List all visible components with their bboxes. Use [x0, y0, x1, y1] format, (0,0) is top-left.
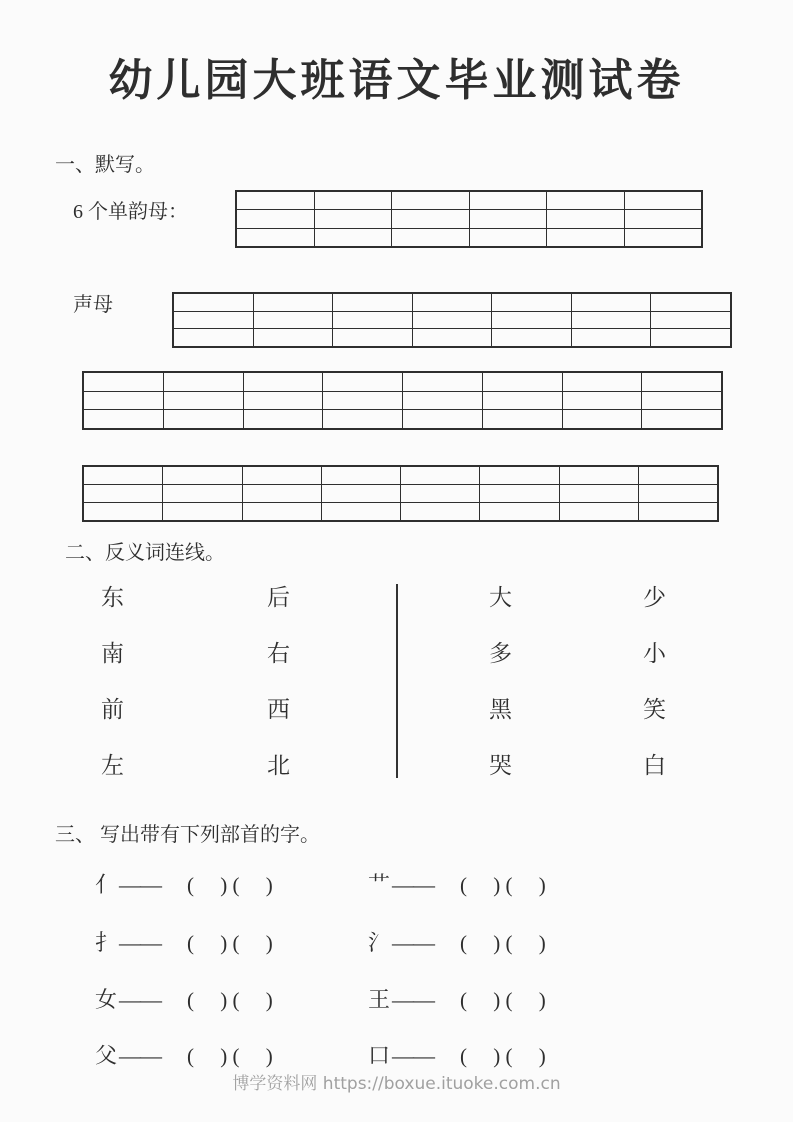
table-cell — [254, 329, 333, 346]
table-cell — [639, 503, 717, 520]
table-cell — [315, 192, 392, 209]
radical-dash: —— — [392, 872, 435, 897]
extra-writing-grid-1 — [82, 371, 723, 430]
radical-exercise — [368, 1039, 546, 1070]
table-cell — [625, 229, 702, 246]
antonym-left-matches — [267, 586, 290, 777]
answer-parens: ( ) ( ) — [460, 931, 546, 955]
table-cell — [333, 329, 412, 346]
table-cell — [480, 485, 558, 502]
section3-heading: 三、 写出带有下列部首的字。 — [55, 824, 320, 846]
table-cell — [333, 312, 412, 329]
table-cell — [572, 312, 651, 329]
table-cell — [237, 192, 314, 209]
table-cell — [244, 392, 323, 410]
radical-dash: —— — [119, 1043, 162, 1068]
answer-parens: ( ) ( ) — [460, 1044, 546, 1068]
table-cell — [413, 329, 492, 346]
table-cell — [642, 392, 721, 410]
table-cell — [164, 410, 243, 428]
table-cell — [547, 192, 624, 209]
radical-char: 口 — [368, 1043, 391, 1068]
table-cell — [563, 373, 642, 391]
radical-dash: —— — [119, 987, 162, 1012]
radical-dash: —— — [119, 930, 162, 955]
table-cell — [84, 410, 163, 428]
answer-parens: ( ) ( ) — [460, 873, 546, 897]
antonym-word: 西 — [267, 697, 290, 722]
table-cell — [323, 410, 402, 428]
table-cell — [84, 392, 163, 410]
radical-char: 女 — [95, 987, 118, 1012]
antonym-word: 后 — [267, 585, 290, 610]
table-cell — [651, 329, 730, 346]
watermark-footer: 博学资料网 https://boxue.ituoke.com.cn — [232, 1074, 561, 1094]
antonym-word: 北 — [267, 753, 290, 778]
table-cell — [323, 392, 402, 410]
radical-exercise — [95, 926, 273, 957]
section2-heading: 二、反义词连线。 — [65, 542, 225, 564]
table-cell — [243, 467, 321, 484]
table-cell — [642, 410, 721, 428]
answer-parens: ( ) ( ) — [460, 988, 546, 1012]
radical-char: 氵 — [368, 930, 391, 955]
table-cell — [403, 392, 482, 410]
table-cell — [174, 312, 253, 329]
initials-writing-grid — [172, 292, 732, 348]
table-cell — [164, 392, 243, 410]
table-cell — [163, 485, 241, 502]
table-cell — [401, 467, 479, 484]
radical-exercise — [368, 926, 546, 957]
antonym-word: 前 — [101, 697, 124, 722]
table-cell — [392, 229, 469, 246]
antonym-word: 哭 — [489, 753, 512, 778]
radical-exercise — [368, 868, 546, 899]
radical-exercise — [368, 983, 546, 1014]
table-cell — [244, 410, 323, 428]
table-cell — [572, 329, 651, 346]
vowels-writing-grid — [235, 190, 703, 248]
antonym-word: 右 — [267, 641, 290, 666]
table-cell — [333, 294, 412, 311]
table-cell — [322, 503, 400, 520]
radical-char: 亻 — [95, 872, 118, 897]
antonym-word: 多 — [489, 641, 512, 666]
table-cell — [483, 373, 562, 391]
table-cell — [483, 392, 562, 410]
table-cell — [651, 312, 730, 329]
table-cell — [572, 294, 651, 311]
radical-dash: —— — [392, 987, 435, 1012]
table-cell — [413, 294, 492, 311]
radical-exercise — [95, 1039, 273, 1070]
radical-dash: —— — [392, 1043, 435, 1068]
radical-exercise — [95, 868, 273, 899]
table-cell — [401, 503, 479, 520]
table-cell — [84, 373, 163, 391]
table-cell — [560, 485, 638, 502]
answer-parens: ( ) ( ) — [187, 873, 273, 897]
antonym-word: 小 — [643, 641, 666, 666]
table-cell — [174, 294, 253, 311]
table-cell — [563, 392, 642, 410]
antonym-right-matches — [643, 586, 666, 777]
radical-char: 艹 — [368, 872, 391, 897]
table-cell — [483, 410, 562, 428]
matching-divider-line — [396, 584, 398, 778]
table-cell — [547, 229, 624, 246]
table-cell — [560, 503, 638, 520]
table-cell — [651, 294, 730, 311]
vowels-label: 6 个单韵母： — [73, 201, 188, 223]
table-cell — [403, 410, 482, 428]
antonym-word: 笑 — [643, 697, 666, 722]
table-cell — [403, 373, 482, 391]
table-cell — [254, 294, 333, 311]
table-cell — [164, 373, 243, 391]
table-cell — [480, 467, 558, 484]
table-cell — [563, 410, 642, 428]
table-cell — [322, 467, 400, 484]
table-cell — [163, 467, 241, 484]
radical-exercise — [95, 983, 273, 1014]
table-cell — [84, 503, 162, 520]
table-cell — [84, 485, 162, 502]
antonym-left-words — [101, 586, 124, 777]
table-cell — [401, 485, 479, 502]
extra-writing-grid-2 — [82, 465, 719, 522]
table-cell — [254, 312, 333, 329]
table-cell — [237, 210, 314, 227]
antonym-right-words — [489, 586, 512, 777]
answer-parens: ( ) ( ) — [187, 1044, 273, 1068]
radical-dash: —— — [392, 930, 435, 955]
answer-parens: ( ) ( ) — [187, 931, 273, 955]
table-cell — [323, 373, 402, 391]
table-cell — [84, 467, 162, 484]
table-cell — [243, 485, 321, 502]
section1-heading: 一、默写。 — [55, 154, 155, 176]
table-cell — [492, 312, 571, 329]
table-cell — [639, 467, 717, 484]
table-cell — [639, 485, 717, 502]
table-cell — [243, 503, 321, 520]
radical-dash: —— — [119, 872, 162, 897]
antonym-word: 白 — [643, 753, 666, 778]
table-cell — [492, 294, 571, 311]
table-cell — [470, 229, 547, 246]
antonym-word: 黑 — [489, 697, 512, 722]
table-cell — [492, 329, 571, 346]
table-cell — [322, 485, 400, 502]
radical-char: 父 — [95, 1043, 118, 1068]
antonym-word: 少 — [643, 585, 666, 610]
table-cell — [625, 192, 702, 209]
table-cell — [237, 229, 314, 246]
table-cell — [642, 373, 721, 391]
table-cell — [174, 329, 253, 346]
table-cell — [470, 210, 547, 227]
antonym-word: 东 — [101, 585, 124, 610]
antonym-word: 南 — [101, 641, 124, 666]
table-cell — [315, 229, 392, 246]
table-cell — [244, 373, 323, 391]
table-cell — [392, 210, 469, 227]
antonym-word: 左 — [101, 753, 124, 778]
radical-char: 王 — [368, 987, 391, 1012]
page-title: 幼儿园大班语文毕业测试卷 — [108, 56, 685, 105]
table-cell — [625, 210, 702, 227]
table-cell — [547, 210, 624, 227]
answer-parens: ( ) ( ) — [187, 988, 273, 1012]
antonym-word: 大 — [489, 585, 512, 610]
table-cell — [392, 192, 469, 209]
radical-char: 扌 — [95, 930, 118, 955]
table-cell — [480, 503, 558, 520]
table-cell — [470, 192, 547, 209]
table-cell — [413, 312, 492, 329]
table-cell — [163, 503, 241, 520]
initials-label: 声母 — [73, 294, 113, 316]
table-cell — [560, 467, 638, 484]
table-cell — [315, 210, 392, 227]
